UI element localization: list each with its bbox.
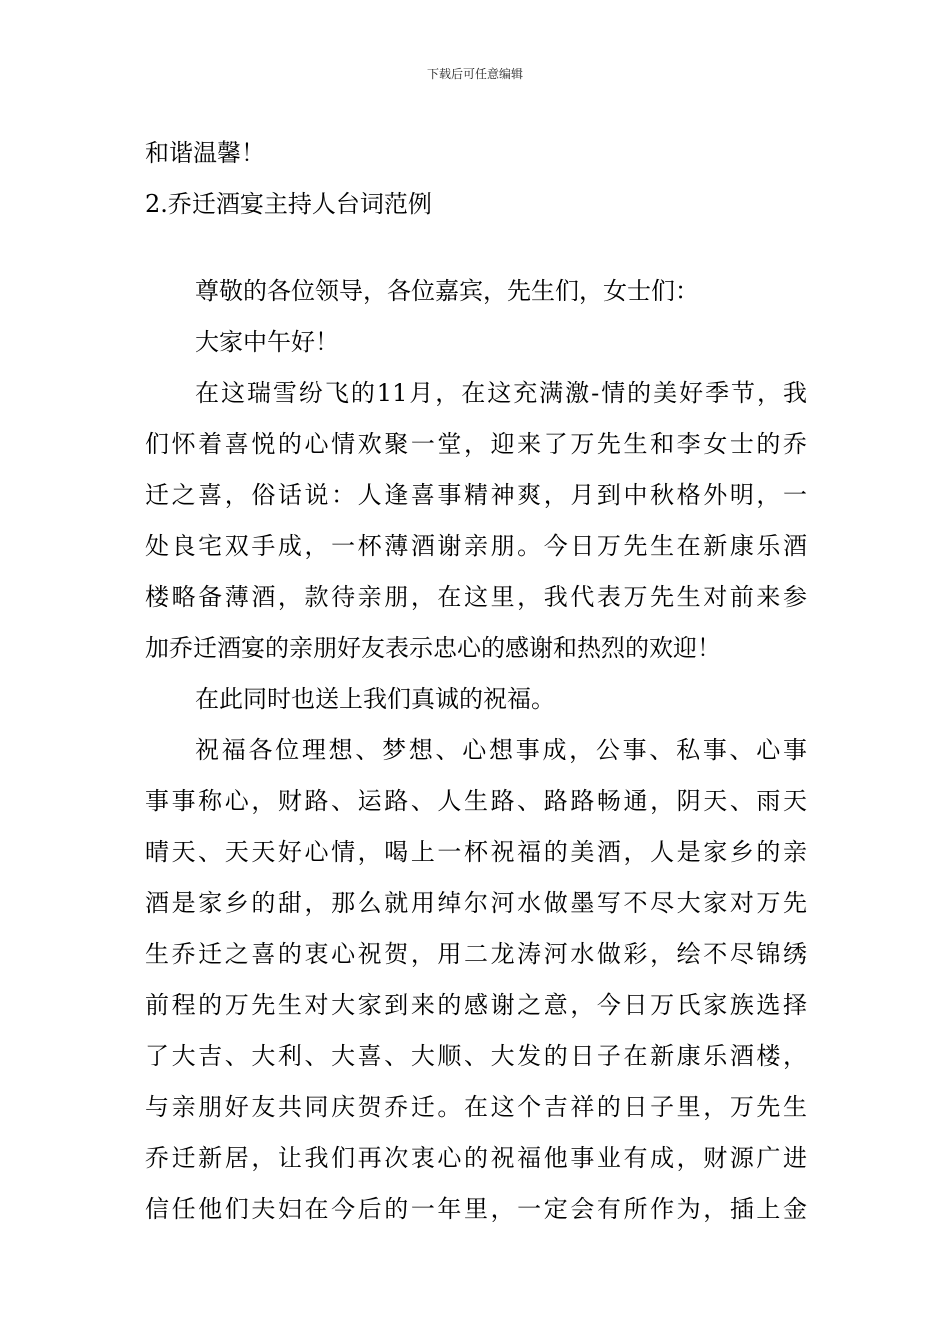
paragraph-line: 酒是家乡的甜，那么就用绰尔河水做墨写不尽大家对万先 — [145, 889, 807, 917]
paragraph-line: 生乔迁之喜的衷心祝贺，用二龙涛河水做彩，绘不尽锦绣 — [145, 940, 807, 968]
paragraph-line: 乔迁新居，让我们再次衷心的祝福他事业有成，财源广进 — [145, 1144, 807, 1172]
section-title: 2.乔迁酒宴主持人台词范例 — [145, 190, 432, 218]
paragraph-line: 前程的万先生对大家到来的感谢之意，今日万氏家族选择 — [145, 991, 807, 1019]
paragraph-line: 信任他们夫妇在今后的一年里，一定会有所作为，插上金 — [145, 1195, 807, 1223]
blank-space — [145, 230, 807, 266]
paragraph-blessings — [145, 725, 807, 1235]
greeting-line: 尊敬的各位领导，各位嘉宾，先生们，女士们： — [195, 277, 699, 305]
paragraph-welcome — [145, 368, 807, 674]
paragraph-line: 了大吉、大利、大喜、大顺、大发的日子在新康乐酒楼， — [145, 1042, 807, 1070]
paragraph-line: 们怀着喜悦的心情欢聚一堂，迎来了万先生和李女士的乔 — [145, 430, 807, 458]
paragraph-line: 迁之喜，俗话说：人逢喜事精神爽，月到中秋格外明，一 — [145, 481, 807, 509]
paragraph-line: 楼略备薄酒，款待亲朋，在这里，我代表万先生对前来参 — [145, 583, 807, 611]
good-noon-line: 大家中午好！ — [195, 328, 339, 356]
closing-line: 和谐温馨！ — [145, 139, 265, 167]
page-header: 下载后可任意编辑 — [426, 67, 523, 81]
paragraph-line: 晴天、天天好心情，喝上一杯祝福的美酒，人是家乡的亲 — [145, 838, 807, 866]
paragraph-line: 与亲朋好友共同庆贺乔迁。在这个吉祥的日子里，万先生 — [145, 1093, 807, 1121]
paragraph-line: 祝福各位理想、梦想、心想事成，公事、私事、心事 — [195, 736, 807, 764]
paragraph-line: 加乔迁酒宴的亲朋好友表示忠心的感谢和热烈的欢迎！ — [145, 634, 721, 662]
paragraph-line: 处良宅双手成，一杯薄酒谢亲朋。今日万先生在新康乐酒 — [145, 532, 807, 560]
paragraph-line: 在这瑞雪纷飞的11月，在这充满激-情的美好季节，我 — [195, 379, 807, 407]
paragraph-line: 事事称心，财路、运路、人生路、路路畅通，阴天、雨天 — [145, 787, 807, 815]
blessing-intro-line: 在此同时也送上我们真诚的祝福。 — [195, 685, 555, 713]
document-body — [145, 128, 807, 1235]
